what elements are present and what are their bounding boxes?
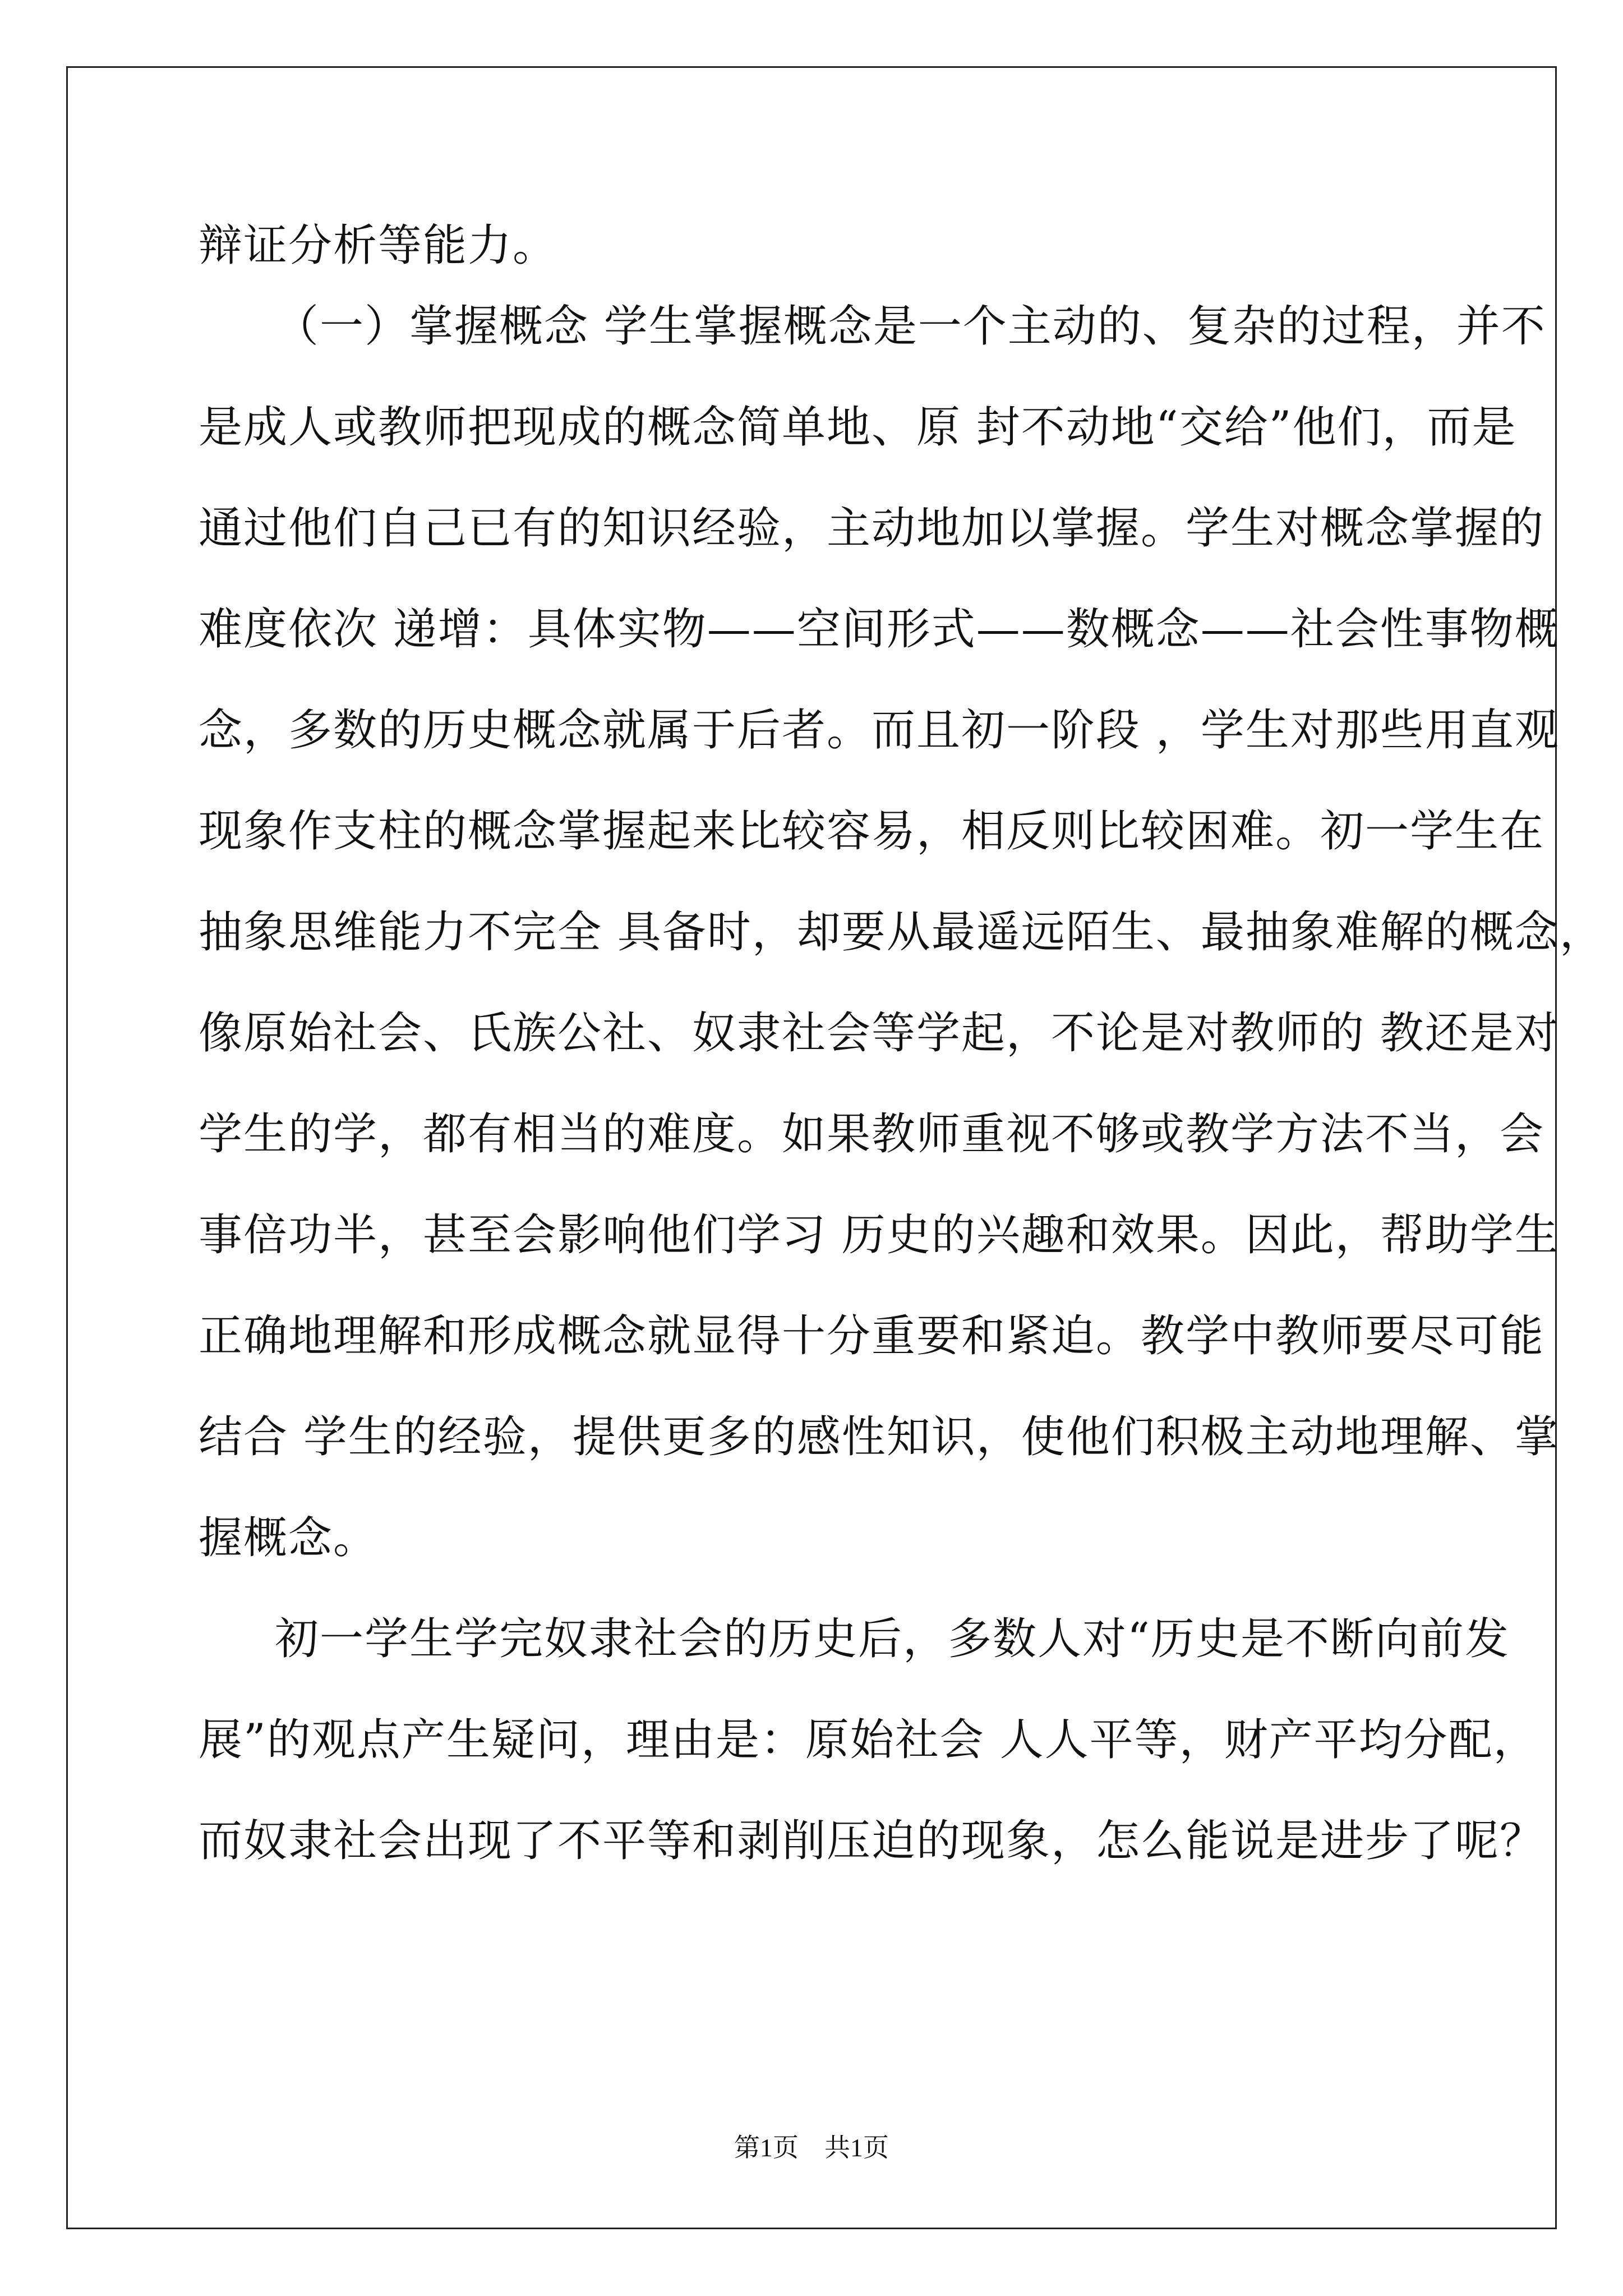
paragraph-line: 难度依次 递增：具体实物——空间形式——数概念——社会性事物概 [199, 604, 1560, 655]
paragraph-line: 像原始社会、氏族公社、奴隶社会等学起，不论是对教师的 教还是对 [199, 1008, 1560, 1059]
paragraph-line: 展”的观点产生疑问，理由是：原始社会 人人平等，财产平均分配， [199, 1715, 1538, 1765]
paragraph-line: 抽象思维能力不完全 具备时，却要从最遥远陌生、最抽象难解的概念， [199, 907, 1604, 958]
paragraph-line: 通过他们自己已有的知识经验，主动地加以掌握。学生对概念掌握的 [199, 503, 1545, 554]
paragraph-line: 辩证分析等能力。 [199, 220, 558, 271]
paragraph-line: 而奴隶社会出现了不平等和剥削压迫的现象，怎么能说是进步了呢？ [199, 1816, 1545, 1866]
paragraph-line: 现象作支柱的概念掌握起来比较容易，相反则比较困难。初一学生在 [199, 806, 1545, 857]
paragraph-line: 正确地理解和形成概念就显得十分重要和紧迫。教学中教师要尽可能 [199, 1311, 1545, 1361]
page-number-footer: 第1页 共1页 [734, 2133, 889, 2162]
paragraph-line: 握概念。 [199, 1513, 379, 1563]
paragraph-line: 初一学生学完奴隶社会的历史后，多数人对“历史是不断向前发 [275, 1614, 1510, 1664]
paragraph-line: 是成人或教师把现成的概念简单地、原 封不动地“交给”他们，而是 [199, 402, 1517, 453]
paragraph-line: 念，多数的历史概念就属于后者。而且初一阶段 ，学生对那些用直观 [199, 705, 1560, 756]
paragraph-line: 学生的学，都有相当的难度。如果教师重视不够或教学方法不当，会 [199, 1109, 1545, 1159]
paragraph-line: （一）掌握概念 学生掌握概念是一个主动的、复杂的过程，并不 [275, 301, 1546, 352]
paragraph-line: 事倍功半，甚至会影响他们学习 历史的兴趣和效果。因此，帮助学生 [199, 1210, 1560, 1260]
paragraph-line: 结合 学生的经验，提供更多的感性知识，使他们积极主动地理解、掌 [199, 1412, 1560, 1462]
